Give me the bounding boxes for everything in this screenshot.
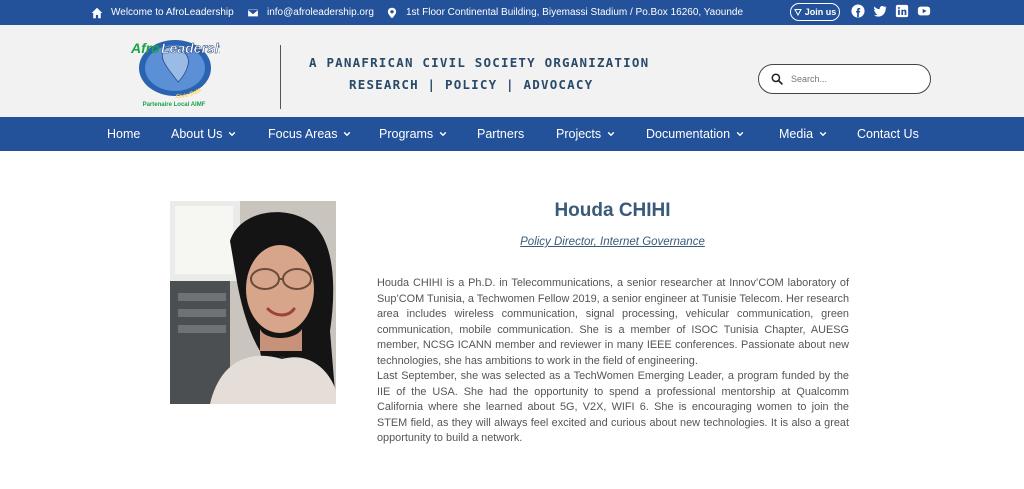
nav-label: Focus Areas <box>268 127 338 141</box>
map-marker-icon <box>386 7 398 19</box>
join-us-button[interactable] <box>790 3 840 21</box>
chevron-down-icon <box>343 130 351 138</box>
nav-about-us[interactable] <box>171 117 236 151</box>
bio-paragraph-1: Houda CHIHI is a Ph.D. in Telecommunications, a senior researcher at Innov’COM laboratory of Sup’COM Tunisia, a Techwomen Fellow 2019, a senior engineer at Tunisie Telecom. Her research area includes wireless communication, signal processing, vehicular communication, green communication, mobile communication. She is a member of ISOC Tunisia Chapter, AUESG member, NCSG ICANN member and reviewer in many IEEE conferences. Passionate about new technologies, she has ambitions to work in the field of engineering. <box>377 277 849 367</box>
search-input[interactable] <box>791 74 911 84</box>
profile-role-link[interactable]: Policy Director, Internet Governance <box>520 236 705 248</box>
nav-label: Home <box>107 127 141 141</box>
envelope-icon <box>247 7 259 19</box>
nav-programs[interactable] <box>379 117 447 151</box>
bio-paragraph-2: Last September, she was selected as a TechWomen Emerging Leader, a program funded by the IIE of the USA. She had the opportunity to spend a professional mentorship at Qualcomm California where she learned about 5G, V2X, WIFI 6. She is encouraging women to join the STEM field, as they will always feel excited and curious about new technologies. It is also a great opportunity to build a network. <box>377 370 849 444</box>
linkedin-icon[interactable] <box>895 4 909 18</box>
nav-label: Documentation <box>646 127 731 141</box>
chevron-down-icon <box>228 130 236 138</box>
twitter-icon[interactable] <box>873 4 887 18</box>
main-nav <box>0 117 1024 151</box>
svg-text:Afro: Afro <box>131 40 160 56</box>
afroleadership-logo[interactable] <box>128 36 220 108</box>
nav-home[interactable] <box>107 117 140 151</box>
welcome-item <box>91 0 234 25</box>
profile-photo <box>170 201 336 404</box>
nav-focus-areas[interactable] <box>268 117 351 151</box>
email-link[interactable]: info@afroleadership.org <box>267 7 374 18</box>
home-icon <box>91 7 103 19</box>
svg-text:Leadership: Leaders <box>161 40 215 56</box>
tagline-line2: RESEARCH | POLICY | ADVOCACY <box>349 77 594 92</box>
nav-projects[interactable] <box>556 117 615 151</box>
nav-label: Programs <box>379 127 434 141</box>
svg-text:Partenaire Local AIMF: Partenaire Local AIMF <box>142 102 206 108</box>
search-box[interactable] <box>758 64 931 94</box>
nav-label: Media <box>779 127 814 141</box>
nav-label: Partners <box>477 127 525 141</box>
nav-label: Projects <box>556 127 602 141</box>
top-bar <box>0 0 1024 25</box>
profile-bio <box>377 276 849 447</box>
header-divider <box>280 45 281 109</box>
chevron-down-icon <box>736 130 744 138</box>
profile-name: Houda CHIHI <box>554 200 671 221</box>
address-text: 1st Floor Continental Building, Biyemassi Stadium / Po.Box 16260, Yaounde <box>406 7 744 18</box>
svg-text:Civic Data: Civic Data <box>175 87 203 101</box>
email-item[interactable] <box>247 0 374 25</box>
nav-media[interactable] <box>779 117 827 151</box>
chevron-down-icon <box>439 130 447 138</box>
svg-text:Government Data <box>128 36 175 38</box>
youtube-icon[interactable] <box>917 4 931 18</box>
chevron-down-icon <box>819 130 827 138</box>
nav-label: Contact Us <box>857 127 919 141</box>
nav-contact-us[interactable] <box>857 117 919 151</box>
nav-partners[interactable] <box>477 117 524 151</box>
join-icon <box>794 8 802 16</box>
tagline-line1: A PANAFRICAN CIVIL SOCIETY ORGANIZATION <box>309 55 650 70</box>
search-icon <box>771 73 783 85</box>
address-item <box>386 0 743 25</box>
site-header <box>0 25 1024 117</box>
nav-documentation[interactable] <box>646 117 744 151</box>
join-us-label: Join us <box>804 7 837 17</box>
welcome-text: Welcome to AfroLeadership <box>111 7 234 18</box>
nav-label: About Us <box>171 127 223 141</box>
chevron-down-icon <box>607 130 615 138</box>
facebook-icon[interactable] <box>851 4 865 18</box>
